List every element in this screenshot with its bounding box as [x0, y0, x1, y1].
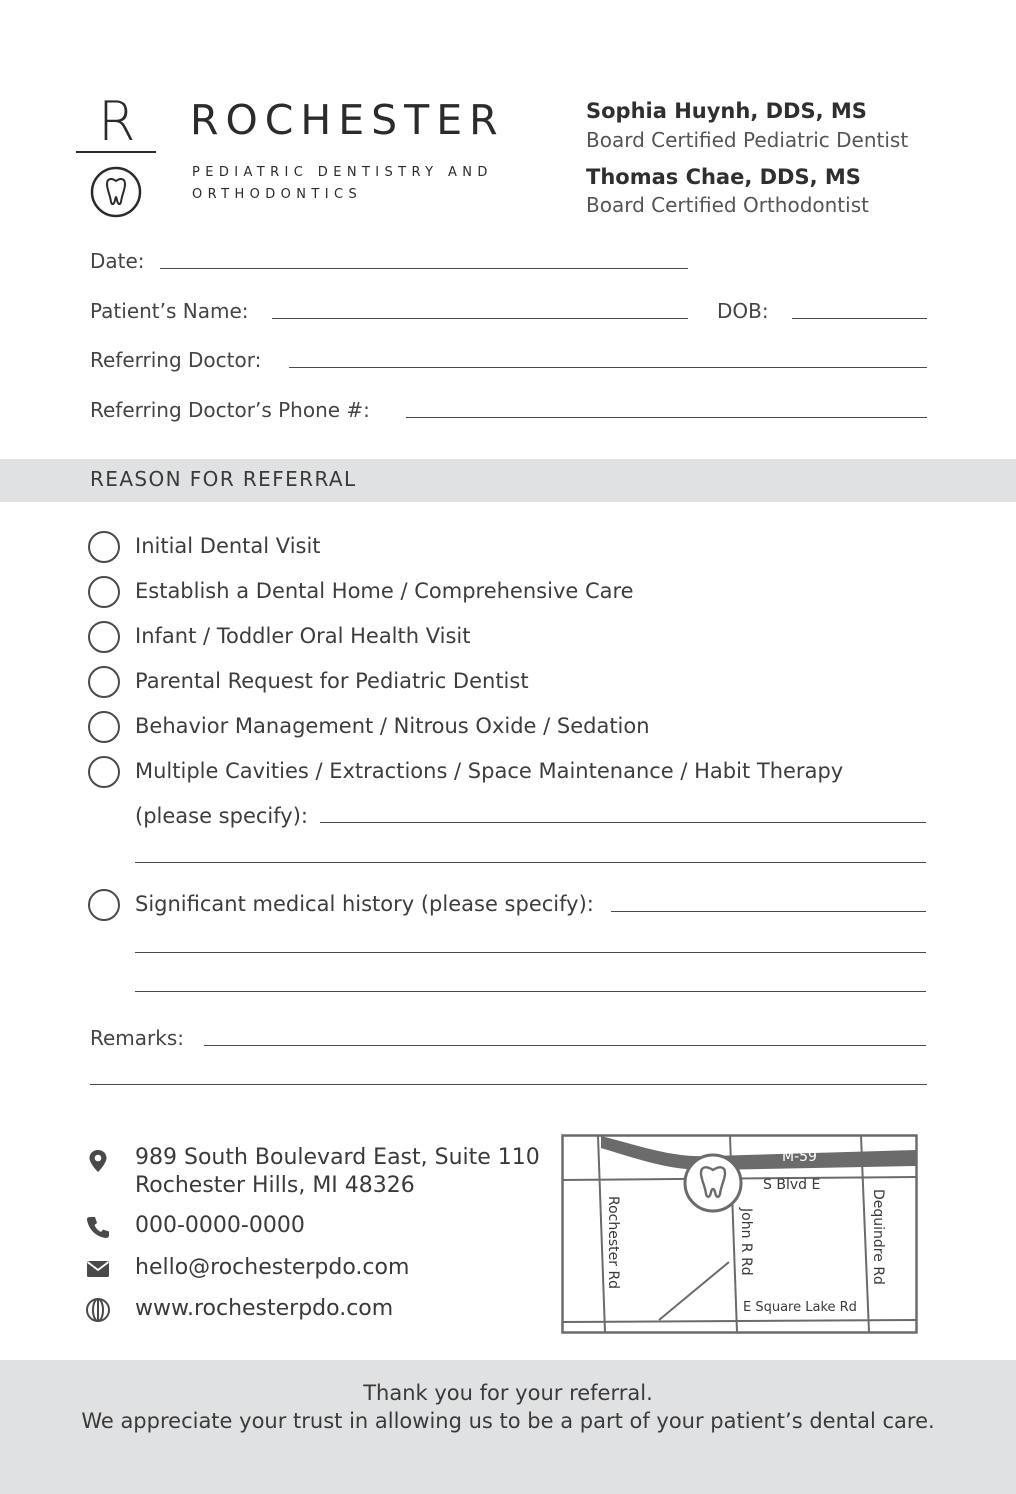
street-label: Dequindre Rd: [870, 1189, 886, 1285]
phone-number[interactable]: 000-0000-0000: [135, 1213, 305, 1238]
referral-option-radio[interactable]: [88, 666, 120, 698]
remarks-field[interactable]: [90, 1084, 927, 1085]
map-marker-tooth-icon: [685, 1155, 741, 1211]
dob-label: DOB:: [717, 299, 769, 323]
referral-option-radio[interactable]: [88, 621, 120, 653]
doctor-name: Thomas Chae, DDS, MS: [586, 165, 861, 189]
footer-thanks: Thank you for your referral.: [363, 1381, 653, 1405]
referring-doctor-label: Referring Doctor:: [90, 348, 262, 372]
referral-option-label: Establish a Dental Home / Comprehensive Care: [135, 579, 634, 603]
street-label: S Blvd E: [763, 1177, 821, 1193]
footer-message: We appreciate your trust in allowing us to be a part of your patient’s dental care.: [81, 1409, 935, 1433]
patient-name-label: Patient’s Name:: [90, 299, 249, 323]
please-specify-field[interactable]: [320, 822, 926, 823]
referring-doctor-field[interactable]: [289, 367, 927, 368]
referral-option-label: Multiple Cavities / Extractions / Space Maintenance / Habit Therapy: [135, 759, 844, 783]
dob-field[interactable]: [792, 318, 927, 319]
email-link[interactable]: hello@rochesterpdo.com: [135, 1255, 410, 1280]
referral-option-radio[interactable]: [88, 711, 120, 743]
phone-icon: [85, 1214, 111, 1240]
street-label: Rochester Rd: [605, 1196, 621, 1290]
please-specify-field[interactable]: [135, 862, 926, 863]
highway-label: M-59: [782, 1149, 817, 1165]
medical-history-field[interactable]: [135, 952, 926, 953]
medical-history-label: Significant medical history (please specify):: [135, 892, 594, 916]
referring-phone-label: Referring Doctor’s Phone #:: [90, 398, 370, 422]
email-icon: [85, 1256, 111, 1282]
medical-history-field[interactable]: [611, 911, 926, 912]
referral-option-radio[interactable]: [88, 531, 120, 563]
website-link[interactable]: www.rochesterpdo.com: [135, 1296, 394, 1321]
date-label: Date:: [90, 249, 145, 273]
address-line2: Rochester Hills, MI 48326: [135, 1173, 415, 1198]
location-pin-icon: [85, 1148, 111, 1174]
referral-option-radio[interactable]: [88, 576, 120, 608]
please-specify-label: (please specify):: [135, 804, 308, 828]
location-map: [561, 1134, 918, 1334]
referral-option-label: Infant / Toddler Oral Health Visit: [135, 624, 471, 648]
brand-title: ROCHESTER: [190, 96, 505, 144]
street-label: John R Rd: [738, 1208, 754, 1276]
logo-letter: R: [98, 90, 136, 153]
tooth-icon: [92, 168, 140, 216]
referral-option-label: Parental Request for Pediatric Dentist: [135, 669, 529, 693]
referring-phone-field[interactable]: [406, 417, 927, 418]
doctor-title: Board Certified Orthodontist: [586, 193, 869, 217]
referral-option-label: Behavior Management / Nitrous Oxide / Sedation: [135, 714, 650, 738]
doctor-title: Board Certified Pediatric Dentist: [586, 128, 909, 152]
patient-name-field[interactable]: [272, 318, 688, 319]
referral-option-label: Initial Dental Visit: [135, 534, 321, 558]
address-line1: 989 South Boulevard East, Suite 110: [135, 1145, 540, 1170]
date-field[interactable]: [160, 268, 688, 269]
remarks-field[interactable]: [204, 1045, 926, 1046]
remarks-label: Remarks:: [90, 1026, 185, 1050]
brand-subtitle: PEDIATRIC DENTISTRY AND ORTHODONTICS: [192, 165, 493, 202]
brand-logo: [76, 88, 158, 220]
referral-option-radio[interactable]: [88, 756, 120, 788]
globe-icon: [85, 1297, 111, 1323]
medical-history-field[interactable]: [135, 991, 926, 992]
medical-history-radio[interactable]: [88, 889, 120, 921]
section-heading: REASON FOR REFERRAL: [90, 467, 357, 491]
doctor-name: Sophia Huynh, DDS, MS: [586, 99, 867, 123]
street-label: E Square Lake Rd: [743, 1300, 857, 1315]
